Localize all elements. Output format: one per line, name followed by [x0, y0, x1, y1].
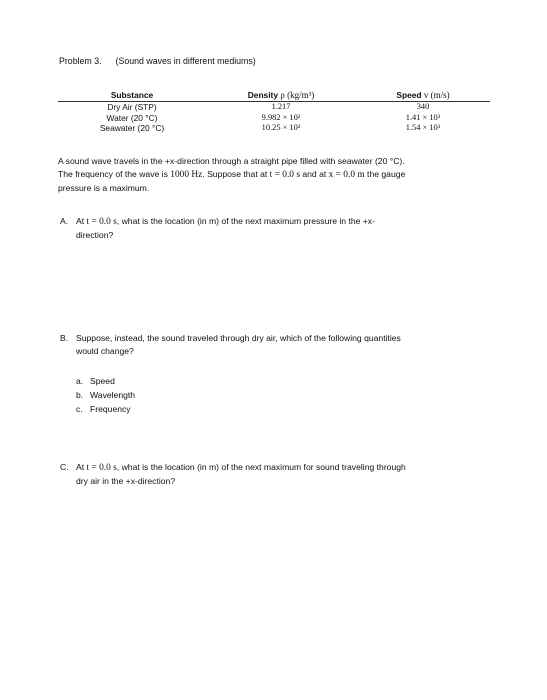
header-substance: Substance — [58, 90, 206, 102]
question-c-label: C. — [60, 462, 69, 472]
substance-table — [58, 90, 490, 134]
intro-line-2: The frequency of the wave is 1000 Hz. Suppose that at t = 0.0 s and at x = 0.0 m the gauge — [58, 169, 406, 180]
cell-density: 1.217 — [271, 102, 291, 112]
position-value: x = 0.0 m — [328, 170, 365, 180]
table-row — [58, 113, 490, 124]
cell-substance: Dry Air (STP) — [107, 102, 157, 113]
cell-substance: Seawater (20 °C) — [99, 123, 165, 134]
problem-heading — [59, 56, 256, 67]
cell-density: 10.25 × 10² — [261, 123, 301, 133]
cell-density: 9.982 × 10² — [261, 112, 301, 122]
list-item: b. Wavelength — [76, 390, 136, 400]
question-a: A. At t = 0.0 s, what is the location (in m) of the next maximum pressure in the +x- direction? — [60, 216, 375, 240]
question-b: B. Suppose, instead, the sound traveled through dry air, which of the following quantities would change? — [60, 333, 401, 356]
time-value: t = 0.0 s — [269, 170, 300, 180]
header-density-symbol: ρ (kg/m³) — [280, 90, 315, 100]
table-header-row — [58, 90, 490, 102]
header-density — [206, 90, 356, 102]
list-item: c. Frequency — [76, 404, 131, 414]
cell-speed: 1.54 × 10³ — [405, 123, 441, 133]
problem-intro — [58, 155, 498, 195]
header-speed-symbol: v (m/s) — [423, 90, 450, 100]
intro-line-3: pressure is a maximum. — [58, 183, 150, 193]
question-a-label: A. — [60, 216, 69, 226]
intro-line-1: A sound wave travels in the +x-direction through a straight pipe filled with seawater (20 °C). — [58, 156, 405, 166]
cell-speed: 1.41 × 10³ — [405, 112, 441, 122]
question-b-label: B. — [60, 333, 69, 343]
table-row — [58, 123, 490, 134]
header-speed-label: Speed — [396, 90, 422, 100]
problem-title: (Sound waves in different mediums) — [115, 56, 256, 66]
header-density-label: Density — [247, 90, 278, 100]
cell-speed: 340 — [416, 102, 430, 112]
problem-number: Problem 3. — [59, 56, 102, 66]
cell-substance: Water (20 °C) — [106, 112, 158, 123]
option-list — [76, 374, 135, 416]
question-c: C. At t = 0.0 s, what is the location (in m) of the next maximum for sound traveling through dry air in the +x-direction? — [60, 462, 406, 486]
header-speed — [356, 90, 490, 102]
table-row — [58, 102, 490, 113]
list-item: a. Speed — [76, 376, 115, 386]
frequency-value: 1000 Hz — [170, 170, 203, 180]
